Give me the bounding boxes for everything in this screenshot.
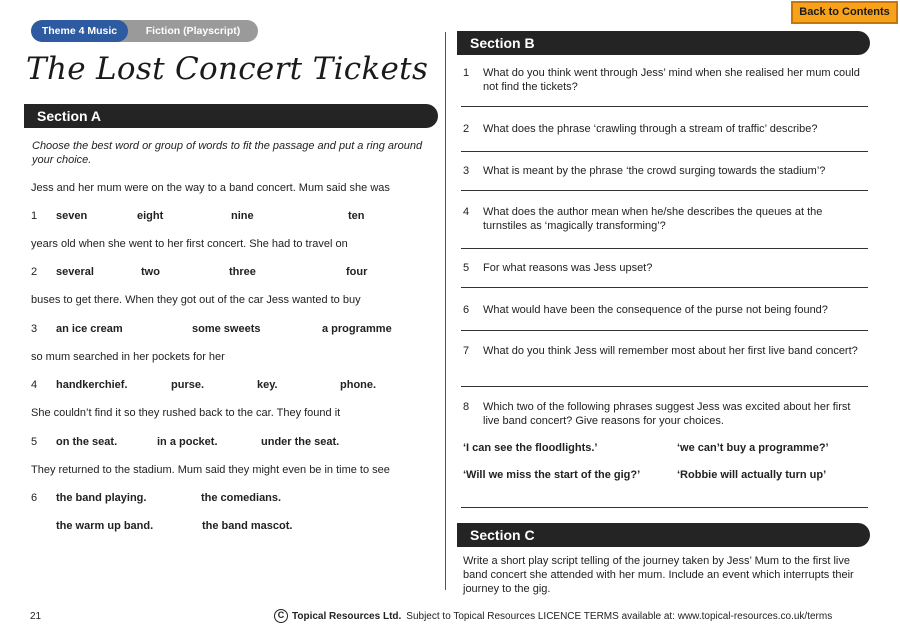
choice-option[interactable]: three: [229, 266, 256, 278]
choice-option[interactable]: the warm up band.: [56, 520, 154, 532]
page-number: 21: [30, 611, 42, 622]
passage-line: buses to get there. When they got out of the car Jess wanted to buy: [31, 294, 361, 306]
answer-line[interactable]: [461, 151, 868, 152]
answer-line[interactable]: [461, 330, 868, 331]
question-number: 2: [463, 123, 470, 135]
passage-line: Jess and her mum were on the way to a band concert. Mum said she was: [31, 182, 390, 194]
phrase-option: ‘I can see the floodlights.’: [463, 442, 598, 454]
question-text: What does the phrase ‘crawling through a stream of traffic’ describe?: [483, 123, 818, 135]
question-text: What do you think went through Jess’ mind when she realised her mum could not find the tickets?: [483, 67, 860, 93]
section-a-instructions: Choose the best word or group of words to fit the passage and put a ring around your choice.: [32, 140, 423, 166]
phrase-option: ‘we can’t buy a programme?’: [677, 442, 829, 454]
choice-option[interactable]: seven: [56, 210, 88, 222]
question-text: What is meant by the phrase ‘the crowd surging towards the stadium’?: [483, 165, 826, 177]
choice-number: 4: [31, 379, 38, 391]
publisher-name: Topical Resources Ltd.: [292, 610, 402, 622]
answer-line[interactable]: [461, 248, 868, 249]
passage-line: They returned to the stadium. Mum said they might even be in time to see: [31, 464, 390, 476]
licence-text: Subject to Topical Resources LICENCE TERMS available at: www.topical-resources.co.uk/terms: [406, 610, 833, 622]
answer-line[interactable]: [461, 287, 868, 288]
choice-option[interactable]: several: [56, 266, 94, 278]
choice-option[interactable]: on the seat.: [56, 436, 118, 448]
copyright-icon: C: [274, 609, 288, 623]
passage-line: She couldn’t find it so they rushed back to the car. They found it: [31, 407, 341, 419]
choice-number: 2: [31, 266, 38, 278]
section-a-heading: Section A: [24, 104, 438, 128]
answer-line[interactable]: [461, 190, 868, 191]
choice-option[interactable]: eight: [137, 210, 164, 222]
choice-number: 3: [31, 323, 38, 335]
choice-option[interactable]: four: [346, 266, 368, 278]
question-number: 7: [463, 345, 470, 357]
back-to-contents-button[interactable]: Back to Contents: [791, 1, 898, 24]
choice-option[interactable]: key.: [257, 379, 278, 391]
passage-line: so mum searched in her pockets for her: [31, 351, 225, 363]
choice-option[interactable]: a programme: [322, 323, 392, 335]
choice-option[interactable]: the band playing.: [56, 492, 147, 504]
page-title: The Lost Concert Tickets: [26, 51, 429, 87]
answer-line[interactable]: [461, 106, 868, 107]
choice-number: 5: [31, 436, 38, 448]
question-text: What does the author mean when he/she describes the queues at the turnstiles as ‘magically transforming’?: [483, 206, 823, 232]
choice-option[interactable]: an ice cream: [56, 323, 123, 335]
choice-option[interactable]: under the seat.: [261, 436, 340, 448]
question-number: 4: [463, 206, 470, 218]
choice-option[interactable]: purse.: [171, 379, 205, 391]
phrase-option: ‘Will we miss the start of the gig?’: [463, 469, 641, 481]
section-c-text: Write a short play script telling of the journey taken by Jess’ Mum to the first live band concert she attended with her mum. Include an event which interrupts their journey to the gig.: [463, 555, 854, 595]
column-divider: [445, 32, 446, 590]
choice-option[interactable]: the band mascot.: [202, 520, 293, 532]
theme-tab: Theme 4 Music: [31, 20, 128, 42]
choice-number: 6: [31, 492, 38, 504]
question-number: 8: [463, 401, 470, 413]
question-number: 1: [463, 67, 470, 79]
choice-option[interactable]: phone.: [340, 379, 377, 391]
choice-option[interactable]: in a pocket.: [157, 436, 218, 448]
question-number: 6: [463, 304, 470, 316]
choice-option[interactable]: ten: [348, 210, 365, 222]
question-text: For what reasons was Jess upset?: [483, 262, 653, 274]
choice-option[interactable]: two: [141, 266, 160, 278]
choice-number: 1: [31, 210, 38, 222]
question-number: 5: [463, 262, 470, 274]
choice-option[interactable]: some sweets: [192, 323, 261, 335]
footer: [274, 609, 832, 623]
choice-option[interactable]: handkerchief.: [56, 379, 128, 391]
passage-line: years old when she went to her first concert. She had to travel on: [31, 238, 348, 250]
section-c-heading: Section C: [457, 523, 870, 547]
choice-option[interactable]: nine: [231, 210, 254, 222]
choice-option[interactable]: the comedians.: [201, 492, 282, 504]
phrase-option: ‘Robbie will actually turn up’: [677, 469, 827, 481]
genre-tab: Fiction (Playscript): [145, 25, 241, 37]
answer-line[interactable]: [461, 507, 868, 508]
question-number: 3: [463, 165, 470, 177]
section-b-heading: Section B: [457, 31, 870, 55]
topic-tabs: [31, 20, 258, 42]
question-text: What would have been the consequence of the purse not being found?: [483, 304, 828, 316]
question-text: What do you think Jess will remember most about her first live band concert?: [483, 345, 858, 357]
answer-line[interactable]: [461, 386, 868, 387]
question-text: Which two of the following phrases suggest Jess was excited about her first live band concert? Give reasons for your choices.: [483, 401, 851, 427]
